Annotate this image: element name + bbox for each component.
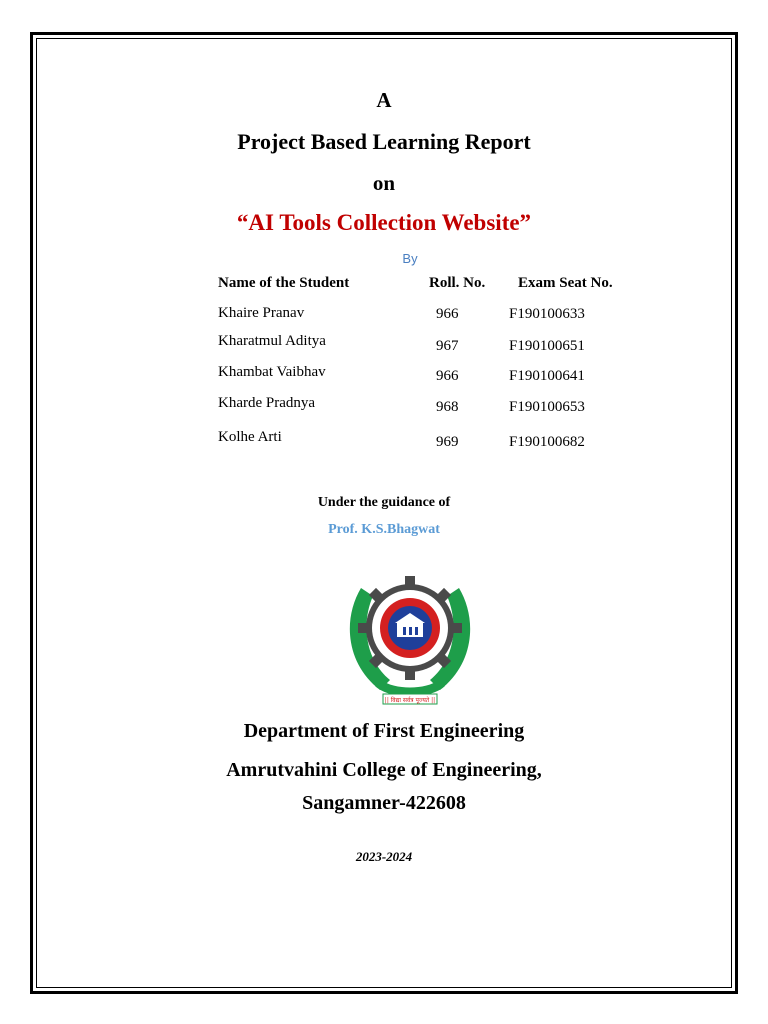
student-name: Kharde Pradnya: [218, 395, 316, 411]
department-name: Department of First Engineering: [243, 720, 525, 742]
guidance-label: Under the guidance of: [317, 495, 451, 510]
cover-by: By: [402, 251, 418, 266]
academic-year: 2023-2024: [355, 849, 413, 864]
student-name: Kolhe Arti: [218, 429, 282, 445]
college-emblem-svg: [335, 568, 485, 708]
student-name: Kharatmul Aditya: [218, 333, 326, 349]
cover-on: on: [372, 171, 396, 195]
project-title: “AI Tools Collection Website”: [236, 210, 532, 235]
student-name: Khaire Pranav: [218, 305, 305, 321]
report-title: Project Based Learning Report: [237, 129, 531, 154]
building-pillar: [409, 627, 412, 635]
guide-name: Prof. K.S.Bhagwat: [328, 522, 440, 537]
student-roll: 968: [436, 399, 459, 415]
student-seat: F190100653: [509, 399, 585, 415]
student-roll: 966: [436, 368, 459, 384]
college-emblem-icon: [335, 568, 485, 708]
cover-article: A: [376, 88, 392, 112]
header-roll: Roll. No.: [429, 275, 486, 291]
building-pillar: [415, 627, 418, 635]
header-seat: Exam Seat No.: [518, 275, 613, 291]
student-seat: F190100682: [509, 434, 585, 450]
motto-text: || विद्या सर्वत्र पूज्यते ||: [384, 697, 436, 704]
student-seat: F190100651: [509, 338, 585, 354]
student-roll: 969: [436, 434, 459, 450]
college-city: Sangamner-422608: [302, 792, 466, 814]
student-seat: F190100633: [509, 306, 585, 322]
student-seat: F190100641: [509, 368, 585, 384]
student-roll: 966: [436, 306, 459, 322]
college-name: Amrutvahini College of Engineering,: [226, 759, 542, 781]
header-name: Name of the Student: [218, 275, 350, 291]
student-roll: 967: [436, 338, 459, 354]
building-pillar: [403, 627, 406, 635]
student-name: Khambat Vaibhav: [218, 364, 326, 380]
